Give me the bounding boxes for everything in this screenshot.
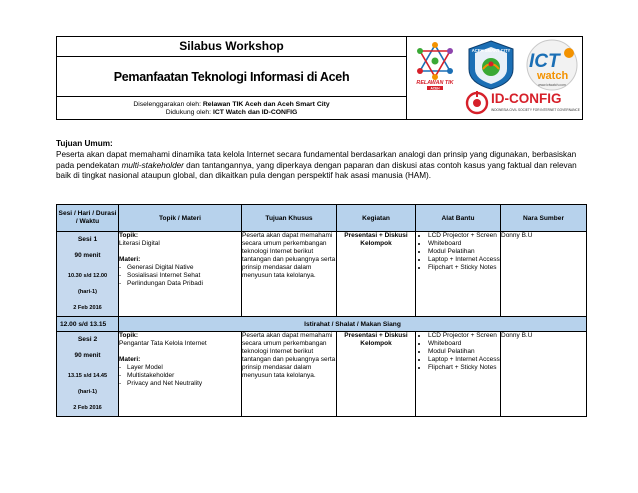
col-header-kegiatan: Kegiatan <box>337 205 416 232</box>
tools-cell <box>416 232 501 317</box>
break-time: 12.00 s/d 13.15 <box>57 317 119 332</box>
col-header-topik: Topik / Materi <box>119 205 242 232</box>
tools-list <box>416 332 500 372</box>
objective-cell: Peserta akan dapat memahami secara umum perkembangan teknologi Internet berikut tantangan dan peluangnya serta prinsip mendasar dalam menyusun tata kelolanya. <box>242 232 337 317</box>
session-date: 2 Feb 2016 <box>73 305 102 311</box>
session-cell <box>57 332 119 417</box>
organizer-line <box>57 101 406 109</box>
session-duration: 90 menit <box>74 252 101 259</box>
col-header-tujuan: Tujuan Khusus <box>242 205 337 232</box>
aceh-smart-city-logo <box>463 39 519 91</box>
session-time: 13.15 s/d 14.45 <box>67 373 108 379</box>
topic-label: Topik: <box>119 332 139 339</box>
ict-watch-logo <box>523 39 581 91</box>
col-header-sesi: Sesi / Hari / Durasi / Waktu <box>57 205 119 232</box>
tool-item: • LCD Projector + Screen <box>428 232 500 240</box>
session-duration: 90 menit <box>74 352 101 359</box>
materi-item: - Multistakeholder <box>119 372 241 380</box>
materi-item: - Perlindungan Data Pribadi <box>119 280 241 288</box>
relawan-tik-logo <box>412 39 458 91</box>
document-title: Silabus Workshop <box>57 37 406 57</box>
topic-value: Pengantar Tata Kelola Internet <box>119 340 207 347</box>
break-row <box>57 317 587 332</box>
tujuan-umum-section <box>56 139 586 182</box>
materi-item: - Sosialisasi Internet Sehat <box>119 272 241 280</box>
id-config-logo-tagline: INDONESIA CIVIL SOCIETY FOR INTERNET GOVERNANCE <box>491 108 580 112</box>
tool-item: • Whiteboard <box>428 240 500 248</box>
id-config-logo <box>465 91 581 117</box>
session-cell <box>57 232 119 317</box>
tool-item: • Modul Pelatihan <box>428 348 500 356</box>
session-name: Sesi 2 <box>77 336 98 343</box>
logo-area <box>407 37 583 119</box>
ict-logo-sub: watch <box>537 70 569 82</box>
id-config-logo-text: ID-CONFIG <box>491 91 562 106</box>
session-date: 2 Feb 2016 <box>73 405 102 411</box>
materi-list <box>119 364 241 388</box>
tujuan-umum-text <box>56 150 586 182</box>
topic-cell <box>119 232 242 317</box>
tool-item: • Modul Pelatihan <box>428 248 500 256</box>
tool-item: • Flipchart + Sticky Notes <box>428 264 500 272</box>
topic-value: Literasi Digital <box>119 240 160 247</box>
relawan-logo-sub: ACEH <box>430 86 440 91</box>
support-prefix: Didukung oleh: <box>165 109 213 116</box>
activity-cell: Presentasi + Diskusi Kelompok <box>337 232 416 317</box>
session-name: Sesi 1 <box>77 236 98 243</box>
materi-item: - Layer Model <box>119 364 241 372</box>
session-time: 10.30 s/d 12.00 <box>67 273 108 279</box>
objective-cell: Peserta akan dapat memahami secara umum perkembangan teknologi Internet berikut tantangan dan peluangnya serta prinsip mendasar dalam menyusun tata kelolanya. <box>242 332 337 417</box>
topic-label: Topik: <box>119 232 139 239</box>
organizer-name: Relawan TIK Aceh dan Aceh Smart City <box>202 101 330 108</box>
table-row <box>57 332 587 417</box>
materi-label: Materi: <box>119 256 141 263</box>
materi-item: - Generasi Digital Native <box>119 264 241 272</box>
header-box <box>56 36 583 120</box>
session-day: (hari-1) <box>78 389 97 395</box>
materi-list <box>119 264 241 288</box>
materi-item: - Privacy and Net Neutrality <box>119 380 241 388</box>
speaker-cell: Donny B.U <box>501 232 587 317</box>
tool-item: • Laptop + Internet Access <box>428 356 500 364</box>
speaker-cell: Donny B.U <box>501 332 587 417</box>
col-header-nara: Nara Sumber <box>501 205 587 232</box>
organizer-prefix: Diselenggarakan oleh: <box>133 101 203 108</box>
organizer-info <box>57 97 406 121</box>
table-row <box>57 232 587 317</box>
tool-item: • Flipchart + Sticky Notes <box>428 364 500 372</box>
materi-label: Materi: <box>119 356 141 363</box>
break-label: Istirahat / Shalat / Makan Siang <box>119 317 587 332</box>
support-name: ICT Watch dan ID-CONFIG <box>212 109 298 116</box>
tools-cell <box>416 332 501 417</box>
tools-list <box>416 232 500 272</box>
tujuan-text-emphasis: multi-stakeholder <box>121 160 184 170</box>
tool-item: • LCD Projector + Screen <box>428 332 500 340</box>
ict-logo-url: www.ictwatch.com <box>538 83 566 87</box>
tujuan-text-part-a: Peserta akan dapat memahami dinamika tata kelola Internet secara fundamental berdasarkan analogi dan prinsip yang digunakan, berbasiskan pada pendekatan <box>56 149 577 170</box>
header-text-block <box>57 37 407 119</box>
col-header-alat: Alat Bantu <box>416 205 501 232</box>
topic-cell <box>119 332 242 417</box>
support-line <box>57 109 406 117</box>
activity-cell: Presentasi + Diskusi Kelompok <box>337 332 416 417</box>
tool-item: • Whiteboard <box>428 340 500 348</box>
tujuan-umum-heading: Tujuan Umum: <box>56 139 113 148</box>
aceh-logo-text: ACEH SMART CITY <box>471 48 511 53</box>
session-day: (hari-1) <box>78 289 97 295</box>
document-subtitle: Pemanfaatan Teknologi Informasi di Aceh <box>57 57 406 97</box>
tujuan-text-part-b: dan tantangannya, yang diperkaya dengan paparan dan diskusi atas contoh kasus yang faktual dan relevan baik di tingkat nasional ataupun global, dan dikaitkan pula dengan perspektif hak asasi manusia (HAM). <box>56 160 577 181</box>
tool-item: • Laptop + Internet Access <box>428 256 500 264</box>
relawan-logo-text: RELAWAN TIK <box>416 80 454 86</box>
schedule-table <box>56 204 587 417</box>
table-header-row <box>57 205 587 232</box>
ict-logo-text: ICT <box>529 51 560 72</box>
